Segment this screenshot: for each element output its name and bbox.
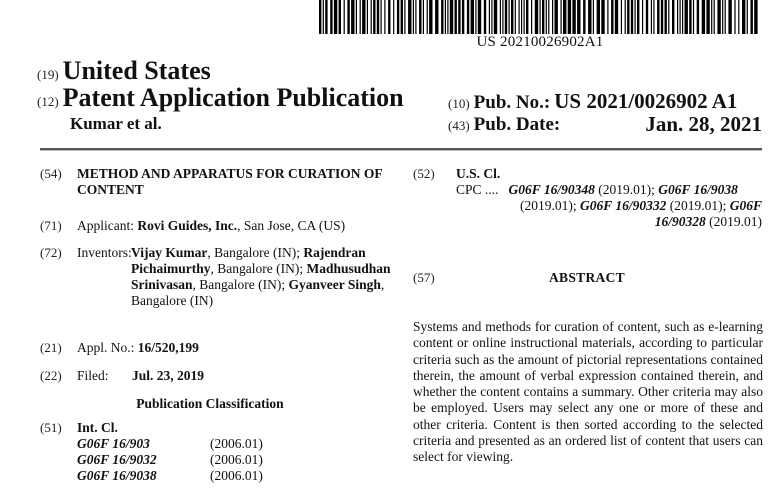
barcode-bar <box>738 0 739 34</box>
applicant-label: Applicant: <box>77 218 134 233</box>
barcode-bar <box>711 0 712 34</box>
inventor-location: , Bangalore (IN); <box>192 277 286 292</box>
int-cl-class: G06F 16/9038 <box>77 468 157 483</box>
barcode-bar <box>334 0 337 34</box>
abstract-text: Systems and methods for curation of content, such as e-learning content or online instructional materials, according to particular criteria such as the amount of pictorial representations contained therein, the amount of verbal expression contained therein, and whether the content contains a summary. Other criteria may also be employed. Users may select any one or more of these and other criteria. Content is then sorted according to the selected criteria and presented as an ordered list of content that users can select for viewing. <box>413 319 763 465</box>
barcode-bar <box>467 0 469 34</box>
pub-no-label: Pub. No.: <box>473 92 551 113</box>
barcode-bar <box>668 0 669 34</box>
barcode-bar <box>540 0 541 34</box>
pub-no: US 2021/0026902 A1 <box>554 89 738 113</box>
barcode-bar <box>597 0 600 34</box>
barcode-bar <box>339 0 341 34</box>
int-cl-version: (2006.01) <box>210 452 263 467</box>
barcode-bar <box>714 0 715 34</box>
barcode-bar <box>625 0 626 34</box>
cpc-classes <box>456 182 762 230</box>
barcode-bar <box>489 0 490 34</box>
barcode-bar <box>408 0 411 34</box>
header-divider <box>40 148 762 151</box>
barcode-bar <box>330 0 332 34</box>
appl-no-body <box>77 340 199 356</box>
barcode-bar <box>635 0 636 34</box>
barcode-bar <box>462 0 464 34</box>
barcode-bar <box>360 0 361 34</box>
barcode-number: US 20210026902A1 <box>476 34 604 50</box>
barcode-bar <box>393 0 394 34</box>
int-cl-row <box>77 468 337 484</box>
barcode-bar <box>706 0 709 34</box>
barcode-bar <box>717 0 720 34</box>
int-cl-code: (51) <box>40 420 62 435</box>
pub-date: Jan. 28, 2021 <box>645 112 762 136</box>
barcode-bar <box>725 0 726 34</box>
barcode-bar <box>568 0 571 34</box>
barcode-bar <box>381 0 382 34</box>
barcode-bar <box>615 0 618 34</box>
barcode-bar <box>524 0 525 34</box>
barcode-bar <box>621 0 622 34</box>
cpc-version: (2019.01); <box>519 198 577 213</box>
barcode-bar <box>371 0 372 34</box>
appl-no-code: (21) <box>40 340 62 355</box>
doc-type-code: (12) <box>37 94 59 109</box>
int-cl-class: G06F 16/903 <box>77 436 150 451</box>
barcode-bar <box>665 0 667 34</box>
barcode-bar <box>561 0 562 34</box>
barcode-bar <box>526 0 528 34</box>
pub-no-code: (10) <box>448 96 470 111</box>
filed-code: (22) <box>40 368 62 383</box>
barcode-bar <box>356 0 357 34</box>
barcode-image <box>317 0 762 34</box>
barcode-bar <box>367 0 368 34</box>
applicant-name: Rovi Guides, Inc. <box>137 218 238 233</box>
applicant-body <box>77 218 345 234</box>
barcode-bar <box>563 0 566 34</box>
barcode-bar <box>601 0 604 34</box>
pub-number-line <box>448 89 737 114</box>
barcode-bar <box>682 0 683 34</box>
barcode-bar <box>475 0 476 34</box>
barcode-bar <box>362 0 365 34</box>
barcode-bar <box>323 0 324 34</box>
cpc-class: G06F 16/90332 <box>579 198 667 213</box>
barcode-bar <box>491 0 492 34</box>
barcode-bar <box>377 0 379 34</box>
cpc-line-1 <box>456 182 762 198</box>
pub-date-code: (43) <box>448 118 470 133</box>
int-cl-label: Int. Cl. <box>77 420 118 435</box>
barcode-bar <box>344 0 345 34</box>
barcode-bar <box>373 0 375 34</box>
barcode-bar <box>677 0 678 34</box>
filed-value: Jul. 23, 2019 <box>132 368 205 383</box>
appl-no-value: 16/520,199 <box>137 340 199 355</box>
barcode-bar <box>689 0 691 34</box>
int-cl-row <box>77 452 337 468</box>
int-cl-class: G06F 16/9032 <box>77 452 157 467</box>
appl-no-label: Appl. No.: <box>77 340 135 355</box>
barcode-bar <box>546 0 547 34</box>
barcode-bar <box>680 0 681 34</box>
barcode-bar <box>548 0 549 34</box>
barcode-bar <box>521 0 522 34</box>
country-code: (19) <box>37 67 59 82</box>
abstract-code: (57) <box>413 270 435 285</box>
barcode-bar <box>642 0 643 34</box>
inventor-location: , Bangalore (IN) <box>131 277 385 308</box>
cpc-line-2 <box>456 198 762 214</box>
barcode-bar <box>742 0 745 34</box>
cpc-version: (2019.01) <box>709 214 762 229</box>
barcode-bar <box>657 0 659 34</box>
barcode-bar <box>500 0 501 34</box>
inventor-name: Madhusudhan Srinivasan <box>131 261 391 292</box>
barcode-bar <box>478 0 481 34</box>
barcode-bar <box>494 0 497 34</box>
doc-type-line <box>37 83 404 113</box>
barcode-bar <box>441 0 443 34</box>
inventor-name: Gyanveer Singh <box>288 277 381 292</box>
barcode-bar <box>722 0 723 34</box>
cpc-class: G06F <box>729 198 762 213</box>
int-cl-row <box>77 436 337 452</box>
barcode-bar <box>754 0 757 34</box>
barcode-bar <box>515 0 516 34</box>
invention-title: METHOD AND APPARATUS FOR CURATION OF CONTENT <box>77 166 383 197</box>
barcode-bar <box>319 0 321 34</box>
publication-classification-heading: Publication Classification <box>136 396 284 411</box>
cpc-version: (2019.01); <box>669 198 727 213</box>
us-cl-label: U.S. Cl. <box>456 166 501 181</box>
barcode-bar <box>672 0 674 34</box>
barcode-bar <box>651 0 652 34</box>
barcode-bar <box>388 0 390 34</box>
inventor-location: , Bangalore (IN); <box>207 245 300 260</box>
country: United States <box>62 56 211 85</box>
cpc-class: 16/90328 <box>654 214 706 229</box>
barcode-bar <box>423 0 424 34</box>
pub-date-label: Pub. Date: <box>473 114 561 135</box>
cpc-version: (2019.01); <box>598 182 655 197</box>
barcode <box>317 0 762 34</box>
barcode-bar <box>637 0 639 34</box>
barcode-bar <box>325 0 327 34</box>
barcode-bar <box>588 0 591 34</box>
cpc-class: G06F 16/9038 <box>658 182 738 197</box>
doc-type: Patent Application Publication <box>62 83 404 112</box>
barcode-bar <box>552 0 553 34</box>
barcode-bar <box>728 0 731 34</box>
cpc-line-3 <box>456 214 762 230</box>
barcode-bar <box>607 0 608 34</box>
us-cl-code: (52) <box>413 166 435 181</box>
inventors-code: (72) <box>40 245 62 260</box>
barcode-bar <box>531 0 532 34</box>
barcode-bar <box>447 0 448 34</box>
country-line <box>37 56 211 86</box>
inventor-location: , Bangalore (IN); <box>210 261 304 276</box>
barcode-bar <box>415 0 416 34</box>
barcode-bar <box>455 0 457 34</box>
barcode-bar <box>583 0 585 34</box>
barcode-bar <box>661 0 663 34</box>
barcode-bar <box>511 0 513 34</box>
barcode-bar <box>593 0 594 34</box>
barcode-bar <box>419 0 421 34</box>
barcode-bar <box>653 0 654 34</box>
barcode-bar <box>555 0 558 34</box>
inventor-name: Rajendran Pichaimurthy <box>131 245 366 276</box>
inventors-list <box>131 245 391 309</box>
barcode-bar <box>509 0 510 34</box>
barcode-bar <box>413 0 414 34</box>
abstract-title: ABSTRACT <box>549 270 625 285</box>
cpc-label: CPC .... <box>456 182 499 197</box>
barcode-bar <box>751 0 753 34</box>
barcode-bar <box>384 0 385 34</box>
barcode-bar <box>747 0 748 34</box>
barcode-bar <box>535 0 538 34</box>
applicant-code: (71) <box>40 218 62 233</box>
inventor-name: Vijay Kumar <box>131 245 208 260</box>
inventors-label: Inventors: <box>77 245 132 260</box>
barcode-bar <box>458 0 460 34</box>
barcode-bar <box>702 0 705 34</box>
authors: Kumar et al. <box>70 114 162 133</box>
int-cl-version: (2006.01) <box>210 468 263 483</box>
applicant-location: , San Jose, CA (US) <box>237 218 346 233</box>
barcode-bar <box>351 0 354 34</box>
barcode-bar <box>734 0 735 34</box>
barcode-bar <box>445 0 446 34</box>
barcode-bar <box>401 0 403 34</box>
barcode-bar <box>577 0 580 34</box>
pub-date-line <box>448 114 762 136</box>
title-code: (54) <box>40 166 62 181</box>
barcode-bar <box>404 0 405 34</box>
barcode-bar <box>435 0 438 34</box>
barcode-bar <box>572 0 575 34</box>
barcode-bar <box>685 0 688 34</box>
barcode-bar <box>347 0 349 34</box>
barcode-bar <box>429 0 432 34</box>
barcode-bar <box>471 0 474 34</box>
barcode-bar <box>502 0 503 34</box>
barcode-bar <box>450 0 453 34</box>
barcode-bar <box>646 0 648 34</box>
barcode-bar <box>519 0 520 34</box>
barcode-bar <box>484 0 486 34</box>
barcode-bar <box>427 0 428 34</box>
int-cl-version: (2006.01) <box>210 436 263 451</box>
barcode-bar <box>611 0 613 34</box>
barcode-bar <box>697 0 699 34</box>
cpc-class: G06F 16/90348 <box>508 182 595 197</box>
barcode-bar <box>627 0 629 34</box>
barcode-bar <box>542 0 544 34</box>
barcode-bar <box>397 0 399 34</box>
filed-label: Filed: <box>77 368 109 383</box>
barcode-bar <box>693 0 694 34</box>
barcode-bar <box>631 0 633 34</box>
barcode-bar <box>505 0 507 34</box>
